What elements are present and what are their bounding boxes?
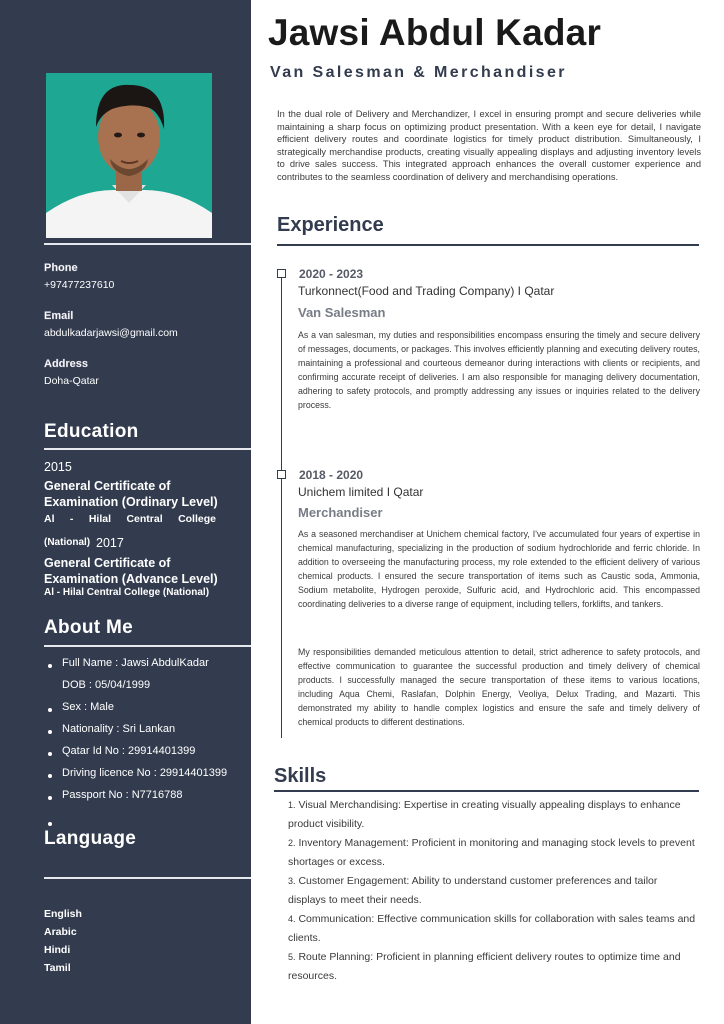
education-school: Al - Hilal Central College (National): [44, 587, 210, 598]
education-title: General Certificate of Examination (Ordinary Level): [44, 479, 218, 509]
education-heading: Education: [44, 421, 139, 442]
job-description: As a seasoned merchandiser at Unichem chemical factory, I've accumulated four years of expertise in chemical manufacturing, specializing in the production of sodium hydrochloride and ferric chloride. In addition to overseeing the manufacturing process, my role extended to the efficient delivery of various chemical products. I ensured the secure transportation of items such as Caustic soda, Ammonia, Sodium metabolite, Hydrogen peroxide, Sulfuric acid, and Hydrochloric acid. This encompassed coordinating deliveries to a diverse range of equipment, including tellers, forklifts, and tankers.: [298, 529, 700, 609]
job-description: As a van salesman, my duties and responsibilities encompass ensuring the timely and secure delivery of messages, documents, or packages. This involves efficiently planning and executing delivery routes, maintaining a professional and courteous demeanor during interactions with clients or recipients, and confirming accurate receipt of deliveries. I am also responsible for managing delivery documentation, adhering to safety protocols, and promptly addressing any issues or inquiries related to the delivery process.: [298, 330, 700, 410]
phone-value: +97477237610: [44, 279, 115, 291]
language-item: Arabic: [44, 926, 77, 938]
address-label: Address: [44, 358, 89, 370]
email-value: abdulkadarjawsi@gmail.com: [44, 327, 178, 339]
profile-summary: In the dual role of Delivery and Merchandizer, I excel in ensuring prompt and secure deliveries while maintaining a sharp focus on optimizing product presentation. With a keen eye for detail, I navigate efficient delivery routes and coordinate logistics for timely product distribution. Simultaneously, I strategically merchandise products, creating visually appealing displays and adjusting inventory levels to drive sales success. This integrated approach enhances the overall customer experience and contributes to the seamless coordination of delivery and merchandising operations.: [277, 109, 701, 182]
phone-label: Phone: [44, 262, 78, 274]
skill-item: 4. Communication: Effective communication skills for collaboration with sales teams and clients.: [288, 913, 696, 944]
language-list: [44, 905, 82, 977]
about-item: Nationality : Sri Lankan: [46, 718, 246, 740]
timeline-line: [281, 276, 282, 738]
candidate-role: Van Salesman & Merchandiser: [270, 64, 567, 81]
skill-item: 3. Customer Engagement: Ability to understand customer preferences and tailor displays to meet their needs.: [288, 875, 658, 906]
education-year: 2015: [44, 460, 72, 474]
job-title: Van Salesman: [298, 305, 386, 320]
job-description: My responsibilities demanded meticulous attention to detail, strict adherence to safety protocols, and effective communication to guarantee the successful production and timely delivery of chemical products. I successfully managed the secure transportation of these items to various locations, including Aqua Chemi, Raslafan, Dolphin Energy, Veoliya, Delux Trading, and Mazarti. This demonstrated my ability to handle complex logistics and ensure the safe and timely delivery of chemical products to different destinations.: [298, 647, 700, 727]
skills-divider: [274, 790, 699, 792]
language-heading: Language: [44, 828, 137, 849]
language-item: English: [44, 908, 82, 920]
sidebar-divider: [44, 877, 251, 879]
skill-item: 2. Inventory Management: Proficient in monitoring and managing stock levels to prevent shortages or excess.: [288, 837, 695, 868]
about-item: Sex : Male: [46, 696, 246, 718]
job-period: 2018 - 2020: [299, 468, 364, 482]
skills-heading: Skills: [274, 765, 327, 787]
experience-heading: Experience: [277, 214, 384, 236]
sidebar-divider: [44, 645, 251, 647]
about-item: Driving licence No : 29914401399: [46, 762, 246, 784]
skills-list: [288, 796, 698, 986]
about-item: Qatar Id No : 29914401399: [46, 740, 246, 762]
education-school: Al - Hilal Central College: [44, 513, 216, 525]
address-value: Doha-Qatar: [44, 375, 99, 387]
skill-item: 1. Visual Merchandising: Expertise in creating visually appealing displays to enhance product visibility.: [288, 799, 681, 830]
about-item: Full Name : Jawsi AbdulKadar: [46, 652, 246, 674]
bullet-dot: [48, 822, 52, 826]
timeline-marker: [277, 470, 286, 479]
profile-photo-illustration: [46, 73, 212, 238]
language-item: Tamil: [44, 962, 71, 974]
sidebar-divider: [44, 243, 251, 245]
experience-divider: [277, 244, 699, 246]
email-label: Email: [44, 310, 74, 322]
timeline-marker: [277, 269, 286, 278]
about-item: Passport No : N7716788: [46, 784, 246, 806]
about-heading: About Me: [44, 617, 133, 638]
job-company: Turkonnect(Food and Trading Company) I Qatar: [298, 284, 555, 298]
education-year: 2017: [96, 536, 124, 550]
sidebar: [0, 0, 251, 1024]
job-company: Unichem limited I Qatar: [298, 485, 424, 499]
job-period: 2020 - 2023: [299, 267, 364, 281]
education-title: General Certificate of Examination (Advance Level): [44, 556, 218, 586]
about-item: DOB : 05/04/1999: [62, 679, 151, 691]
sidebar-divider: [44, 448, 251, 450]
education-school-suffix: (National): [44, 537, 91, 548]
profile-photo: [46, 73, 212, 238]
job-title: Merchandiser: [298, 505, 383, 520]
candidate-name: Jawsi Abdul Kadar: [268, 12, 602, 53]
skill-item: 5. Route Planning: Proficient in planning efficient delivery routes to optimize time and resources.: [288, 951, 681, 982]
language-item: Hindi: [44, 944, 71, 956]
about-list: [46, 652, 246, 806]
